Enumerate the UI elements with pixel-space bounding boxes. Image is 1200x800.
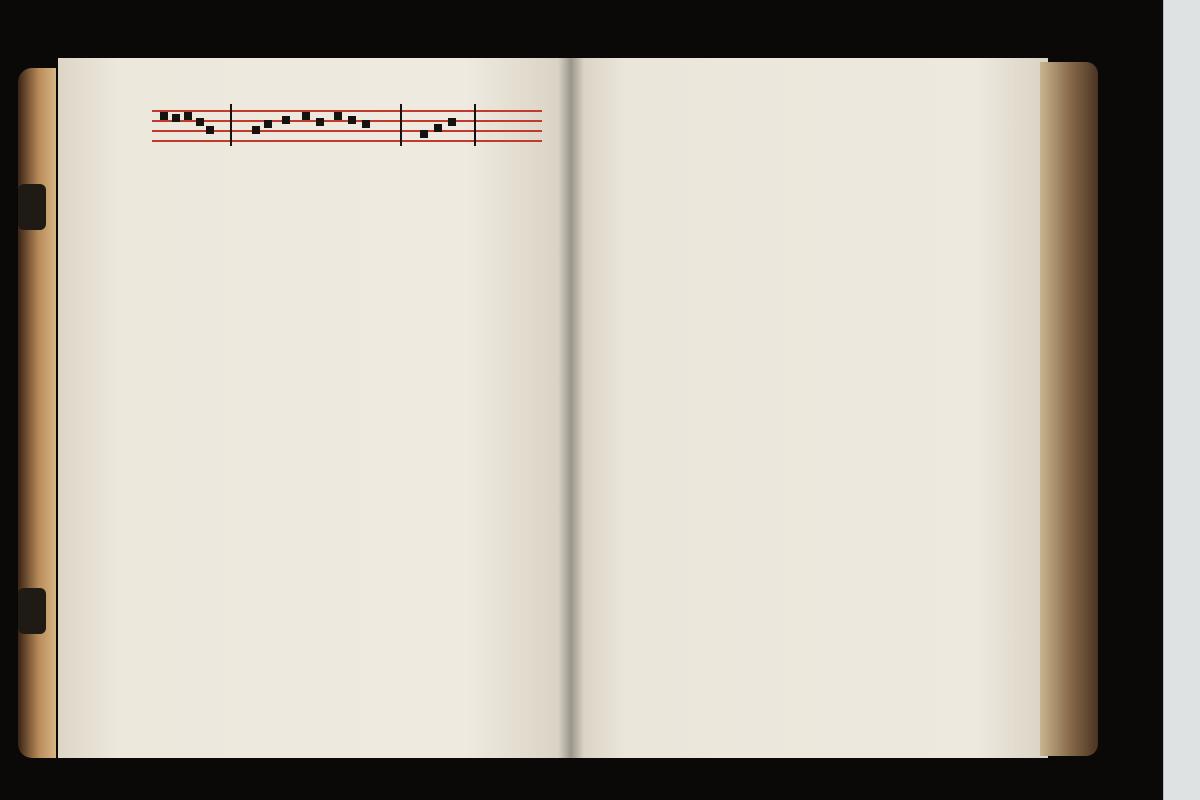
measuring-ruler — [1163, 0, 1200, 800]
neume — [316, 118, 324, 126]
neume — [252, 126, 260, 134]
neume — [282, 116, 290, 124]
open-book — [18, 58, 1098, 758]
neume — [362, 120, 370, 128]
neume — [302, 112, 310, 120]
staff-bar — [230, 104, 232, 146]
neume — [172, 114, 180, 122]
right-page-block-edge — [1040, 62, 1098, 756]
neume — [196, 118, 204, 126]
left-page-block-edge — [18, 68, 56, 758]
left-page — [58, 58, 568, 758]
clasp-strap-top — [18, 184, 46, 230]
clasp-strap-bottom — [18, 588, 46, 634]
neume — [160, 112, 168, 120]
neume — [206, 126, 214, 134]
neume — [184, 112, 192, 120]
staff-bar — [400, 104, 402, 146]
neume — [334, 112, 342, 120]
neume — [420, 130, 428, 138]
neume — [434, 124, 442, 132]
neume — [348, 116, 356, 124]
neume — [264, 120, 272, 128]
right-page — [568, 58, 1048, 758]
chant-staff — [152, 104, 542, 150]
neume — [448, 118, 456, 126]
staff-bar — [474, 104, 476, 146]
book-gutter — [558, 58, 584, 758]
